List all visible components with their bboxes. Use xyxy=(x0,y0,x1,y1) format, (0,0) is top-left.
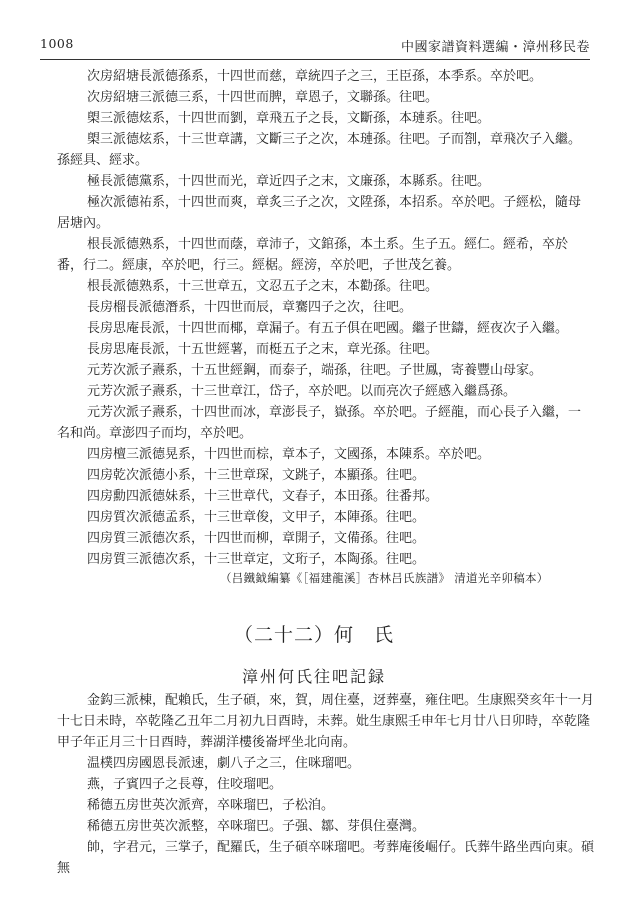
entry: 根長派德熟系，十三世章五，文忍五子之末，本勸孫。往吧。 xyxy=(87,279,439,294)
section-title: （二十二）何 氏 xyxy=(233,624,394,646)
running-head: 中國家譜資料選編・漳州移民卷 xyxy=(400,40,590,55)
sub-title: 漳州何氏往吧記録 xyxy=(241,667,386,686)
record-paragraph: 稀德五房世英次派齊，卒咪瑠巴，子松洎。 xyxy=(87,798,335,813)
entry-list xyxy=(57,66,592,570)
entry: 次房紹塘長派德孫系，十四世而慈，章統四子之三，王臣孫，本季系。卒於吧。 xyxy=(87,69,543,84)
entry: 長房思庵長派，十五世經薯，而梃五子之末，章光孫。往吧。 xyxy=(87,342,439,357)
record-list xyxy=(57,690,597,879)
entry: 元芳次派子燾系，十三世章江，岱子，卒於吧。以而亮次子經感入繼爲孫。 xyxy=(87,384,517,399)
entry: 極次派德祐系，十四世而爽，章炙三子之次，文陞孫，本招系。卒於吧。子經松，隨母居塘內。 xyxy=(57,195,582,231)
entry: 㮾三派德炫系，十四世而劉，章飛五子之長，文斷孫，本璉系。往吧。 xyxy=(87,111,491,126)
entry: 元芳次派子燾系，十五世經鋼，而泰子，端孫，往吧。子世鳳，寄養豐山母家。 xyxy=(87,363,543,378)
record-paragraph: 温樸四房國恩長派速，劇八子之三，住咪瑠吧。 xyxy=(87,756,361,771)
entry: 㮾三派德炫系，十三世章講，文斷三子之次，本璉孫。往吧。子而劄，章飛次子入繼。孫經具、經求。 xyxy=(57,132,582,168)
source-citation: （吕鐵鉞編纂《［福建龍溪］杏林吕氏族譜》 清道光辛卯稿本） xyxy=(220,571,549,585)
record-paragraph: 帥，字君元，三掌子，配羅氏，生子碩卒咪瑠吧。考葬庵後崛仔。氏葬牛路坐西向東。碩無 xyxy=(57,840,595,876)
entry: 長房思庵長派，十四世而椰，章漏子。有五子俱在吧國。繼子世鑄，經夜次子入繼。 xyxy=(87,321,569,336)
entry: 元芳次派子燾系，十四世而冰，章澎長子，嶽孫。卒於吧。子經龍，而心長子入繼，一名和尚。章澎四子而均，卒於吧。 xyxy=(57,405,582,441)
entry: 次房紹塘三派德三系，十四世而脾，章恩子，文聯孫。往吧。 xyxy=(87,90,439,105)
entry: 四房檀三派德晃系，十四世而棕，章本子，文國孫，本陳系。卒於吧。 xyxy=(87,447,491,462)
entry: 四房質三派德次系，十四世而柳，章開子，文備孫。往吧。 xyxy=(87,531,426,546)
entry: 長房榴長派德潛系，十四世而辰，章騫四子之次，往吧。 xyxy=(87,300,413,315)
entry: 四房質三派德次系，十三世章定，文珩子，本陶孫。往吧。 xyxy=(87,552,426,567)
entry: 極長派德黨系，十四世而光，章近四子之末，文廉孫，本縣系。往吧。 xyxy=(87,174,491,189)
page-number: 1008 xyxy=(40,36,74,51)
entry: 四房乾次派德小系，十三世章琛，文跳子，本顯孫。往吧。 xyxy=(87,468,426,483)
header-rule xyxy=(40,59,590,60)
record-paragraph: 金鈎三派棟，配賴氏，生子碩，來，賀，周住臺，迓葬臺，雍住吧。生康熙癸亥年十一月十七日未時，卒乾隆乙丑年二月初九日酉時，未葬。妣生康熙壬申年七月廿八日卯時，卒乾隆甲子年正月三十日酉時，葬湖洋樓後崙坪坐北向南。 xyxy=(57,693,595,750)
page-header xyxy=(40,36,590,56)
record-paragraph: 稀德五房世英次派整，卒咪瑠巴。子强、鄒、芽俱住臺灣。 xyxy=(87,819,426,834)
entry: 四房勳四派德妹系，十三世章代，文春子，本田孫。往番邦。 xyxy=(87,489,439,504)
entry: 根長派德熟系，十四世而蔭，章沛子，文錧孫，本土系。生子五。經仁。經希，卒於番，行二。經康，卒於吧，行三。經椐。經滂，卒於吧，子世茂乞養。 xyxy=(57,237,569,273)
record-paragraph: 燕，子賓四子之長尊，住咬瑠吧。 xyxy=(87,777,283,792)
entry: 四房質次派德孟系，十三世章俊，文甲子，本陣孫。往吧。 xyxy=(87,510,426,525)
